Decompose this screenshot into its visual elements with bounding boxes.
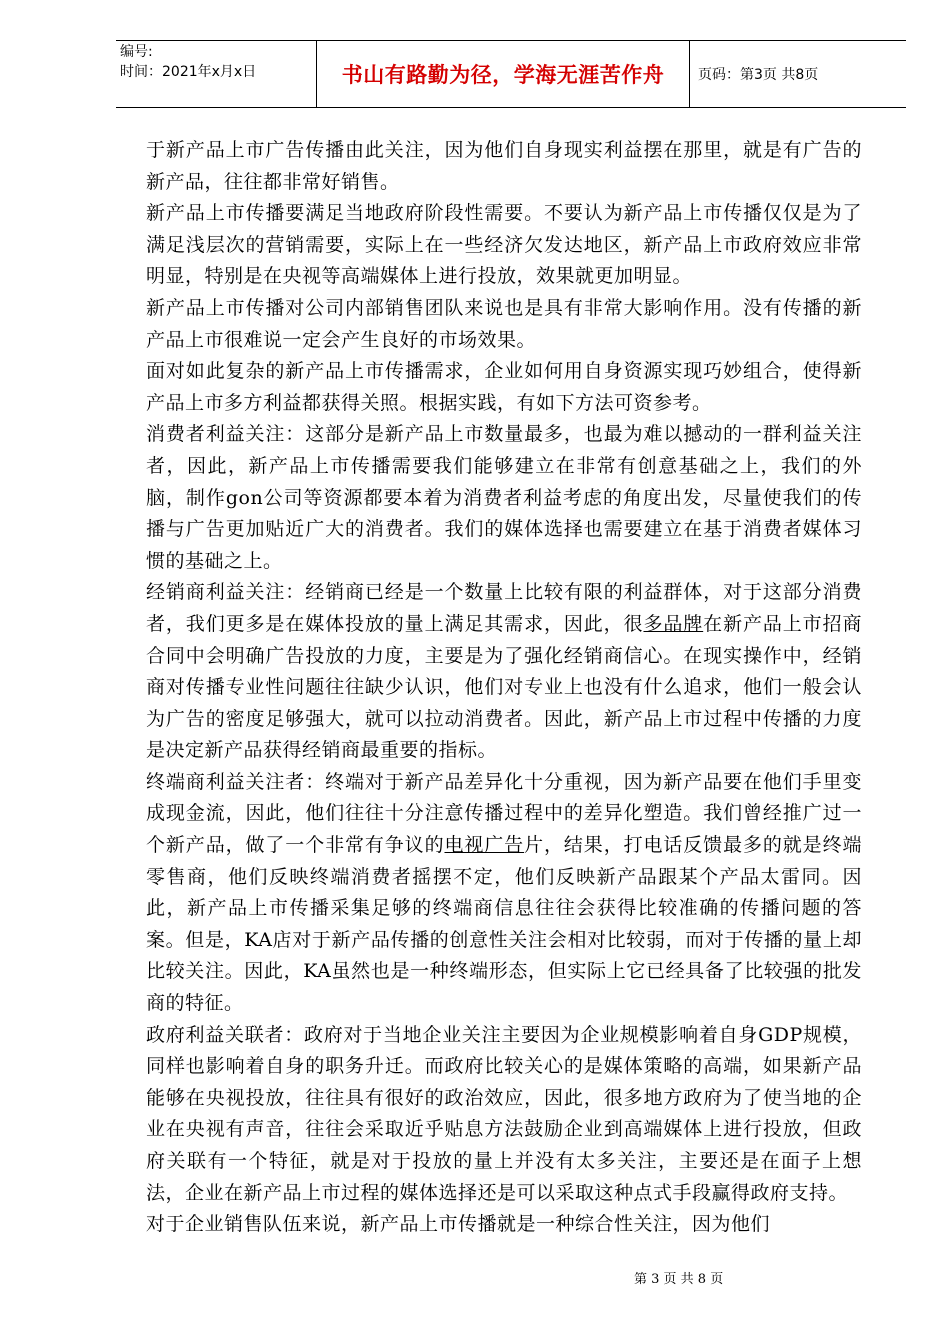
time-label: 时间：2021年x月x日 <box>120 64 257 80</box>
hyperlink[interactable]: 多品牌 <box>643 612 704 635</box>
page-header <box>116 40 906 108</box>
document-body <box>146 135 862 1241</box>
paragraph <box>146 767 862 1020</box>
page-label: 页码：第3页 共8页 <box>698 67 819 83</box>
paragraph: 新产品上市传播对公司内部销售团队来说也是具有非常大影响作用。没有传播的新产品上市很难说一定会产生良好的市场效果。 <box>146 296 862 351</box>
paragraph: 对于企业销售队伍来说，新产品上市传播就是一种综合性关注，因为他们 <box>146 1213 771 1236</box>
paragraph: 新产品上市传播要满足当地政府阶段性需要。不要认为新产品上市传播仅仅是为了满足浅层次的营销需要，实际上在一些经济欠发达地区，新产品上市政府效应非常明显，特别是在央视等高端媒体上进行投放，效果就更加明显。 <box>146 202 862 288</box>
header-motto-cell <box>316 41 690 107</box>
paragraph-text: 终端商利益关注者：终端对于新产品差异化十分重视，因为新产品要在他们手里变成现金流，因此，他们往往十分注意传播过程中的差异化塑造。我们曾经推广过一个新产品，做了一个非常有争议的 <box>146 770 862 857</box>
paragraph: 面对如此复杂的新产品上市传播需求，企业如何用自身资源实现巧妙组合，使得新产品上市多方利益都获得关照。根据实践，有如下方法可资参考。 <box>146 360 862 414</box>
footer-page-number: 第 3 页 共 8 页 <box>634 1272 724 1287</box>
hyperlink[interactable]: 电视广告 <box>444 834 525 857</box>
header-meta <box>116 41 316 107</box>
paragraph-text: 片，结果，打电话反馈最多的就是终端零售商，他们反映终端消费者摇摆不定，他们反映新产品跟某个产品太雷同。因此，新产品上市传播采集足够的终端商信息往往会获得比较准确的传播问题的答案。但是，KA店对于新产品传播的创意性关注会相对比较弱，而对于传播的量上却比较关注。因此，KA虽然也是一种终端形态，但实际上它已经具备了比较强的批发商的特征。 <box>146 834 862 1015</box>
number-label: 编号: <box>120 44 153 60</box>
paragraph: 消费者利益关注：这部分是新产品上市数量最多，也最为难以撼动的一群利益关注者，因此，新产品上市传播需要我们能够建立在非常有创意基础之上，我们的外脑，制作gon公司等资源都要本着为消费者利益考虑的角度出发，尽量使我们的传播与广告更加贴近广大的消费者。我们的媒体选择也需要建立在基于消费者媒体习惯的基础之上。 <box>146 423 862 572</box>
paragraph <box>146 577 862 767</box>
paragraph: 政府利益关联者：政府对于当地企业关注主要因为企业规模影响着自身GDP规模，同样也影响着自身的职务升迁。而政府比较关心的是媒体策略的高端，如果新产品能够在央视投放，往往具有很好的政治效应，因此，很多地方政府为了使当地的企业在央视有声音，往往会采取近乎贴息方法鼓励企业到高端媒体上进行投放，但政府关联有一个特征，就是对于投放的量上并没有太多关注，主要还是在面子上想法，企业在新产品上市过程的媒体选择还是可以采取这种点式手段赢得政府支持。 <box>146 1023 862 1204</box>
paragraph-text: 在新产品上市招商合同中会明确广告投放的力度，主要是为了强化经销商信心。在现实操作中，经销商对传播专业性问题往往缺少认识，他们对专业上也没有什么追求，他们一般会认为广告的密度足够强大，就可以拉动消费者。因此，新产品上市过程中传播的力度是决定新产品获得经销商最重要的指标。 <box>146 612 862 762</box>
paragraph: 于新产品上市广告传播由此关注，因为他们自身现实利益摆在那里，就是有广告的新产品，往往都非常好销售。 <box>146 139 862 193</box>
paragraph-text: 经销商利益关注：经销商已经是一个数量上比较有限的利益群体，对于这部分消费者，我们更多是在媒体投放的量上满足其需求，因此，很 <box>146 581 862 635</box>
header-page-cell <box>690 41 906 107</box>
motto-text: 书山有路勤为径，学海无涯苦作舟 <box>341 63 665 87</box>
